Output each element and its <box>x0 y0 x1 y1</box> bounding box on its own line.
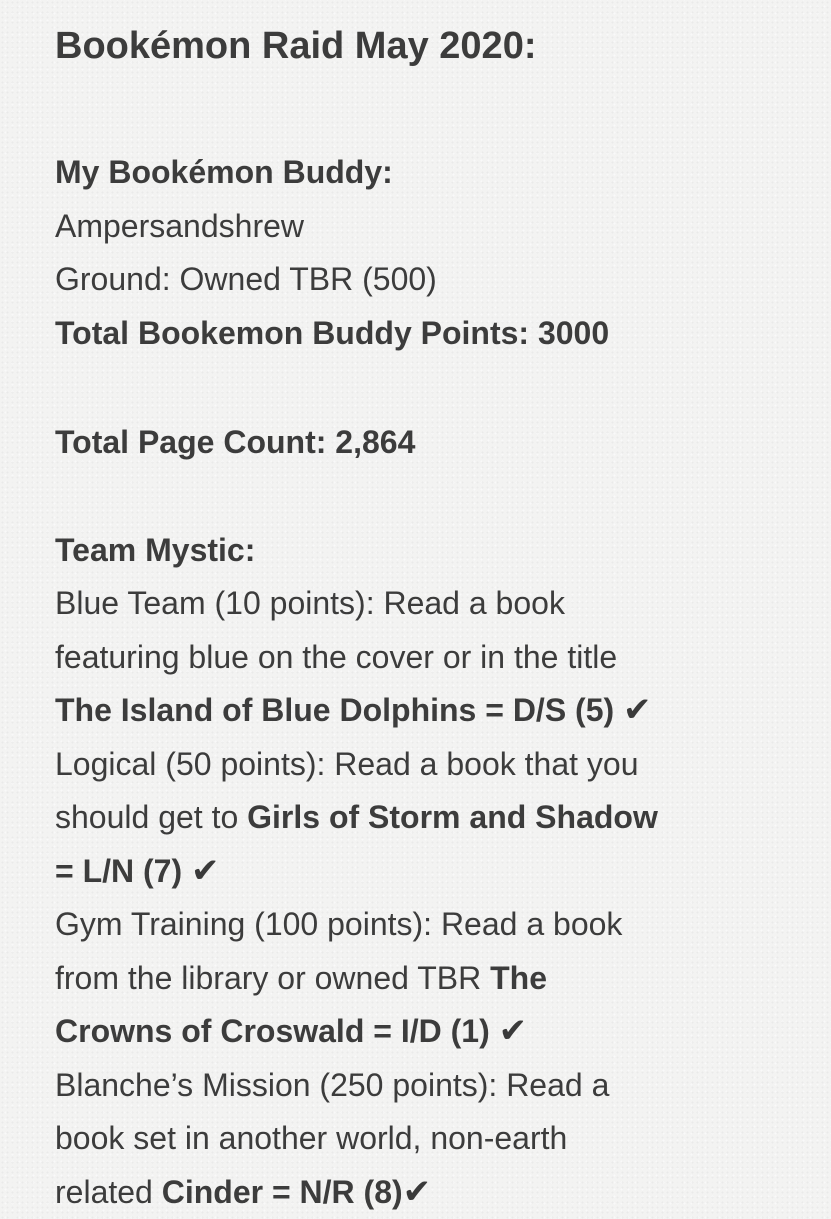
book-title: Girls of Storm and Shadow <box>247 799 658 835</box>
task-gym-training-description-cont <box>55 952 795 1006</box>
spacer <box>55 360 795 416</box>
spacer <box>55 78 795 146</box>
buddy-name: Ampersandshrew <box>55 200 795 254</box>
total-page-count: Total Page Count: 2,864 <box>55 416 795 470</box>
book-title: Cinder = N/R (8) <box>162 1174 403 1210</box>
checkmark-icon: ✔ <box>191 851 220 891</box>
book-title: Crowns of Croswald = I/D (1) <box>55 1013 490 1049</box>
task-gym-training-description: Gym Training (100 points): Read a book <box>55 898 795 952</box>
task-logical-book-line <box>55 845 795 899</box>
task-blue-team-book-line <box>55 684 795 738</box>
task-blanches-mission-book-line <box>55 1166 795 1219</box>
buddy-total-points: Total Bookemon Buddy Points: 3000 <box>55 307 795 361</box>
task-text: related <box>55 1174 153 1210</box>
task-blue-team-description: Blue Team (10 points): Read a book <box>55 577 795 631</box>
task-text: from the library or owned TBR <box>55 960 481 996</box>
checkmark-icon: ✔ <box>623 690 652 730</box>
team-heading: Team Mystic: <box>55 524 795 578</box>
book-rating: = L/N (7) <box>55 853 182 889</box>
book-title: The <box>490 960 547 996</box>
task-blanches-mission-description-cont: book set in another world, non-earth <box>55 1112 795 1166</box>
buddy-ground: Ground: Owned TBR (500) <box>55 253 795 307</box>
note-document <box>55 14 795 1219</box>
note-title: Bookémon Raid May 2020: <box>55 14 795 78</box>
task-logical-description-cont <box>55 791 795 845</box>
task-text: should get to <box>55 799 238 835</box>
task-blue-team-description-cont: featuring blue on the cover or in the title <box>55 631 795 685</box>
task-gym-training-book-line <box>55 1005 795 1059</box>
checkmark-icon: ✔ <box>499 1011 528 1051</box>
checkmark-icon: ✔ <box>403 1172 432 1212</box>
task-logical-description: Logical (50 points): Read a book that you <box>55 738 795 792</box>
task-blanches-mission-description: Blanche’s Mission (250 points): Read a <box>55 1059 795 1113</box>
buddy-heading: My Bookémon Buddy: <box>55 146 795 200</box>
spacer <box>55 470 795 524</box>
book-title: The Island of Blue Dolphins = D/S (5) <box>55 692 614 728</box>
